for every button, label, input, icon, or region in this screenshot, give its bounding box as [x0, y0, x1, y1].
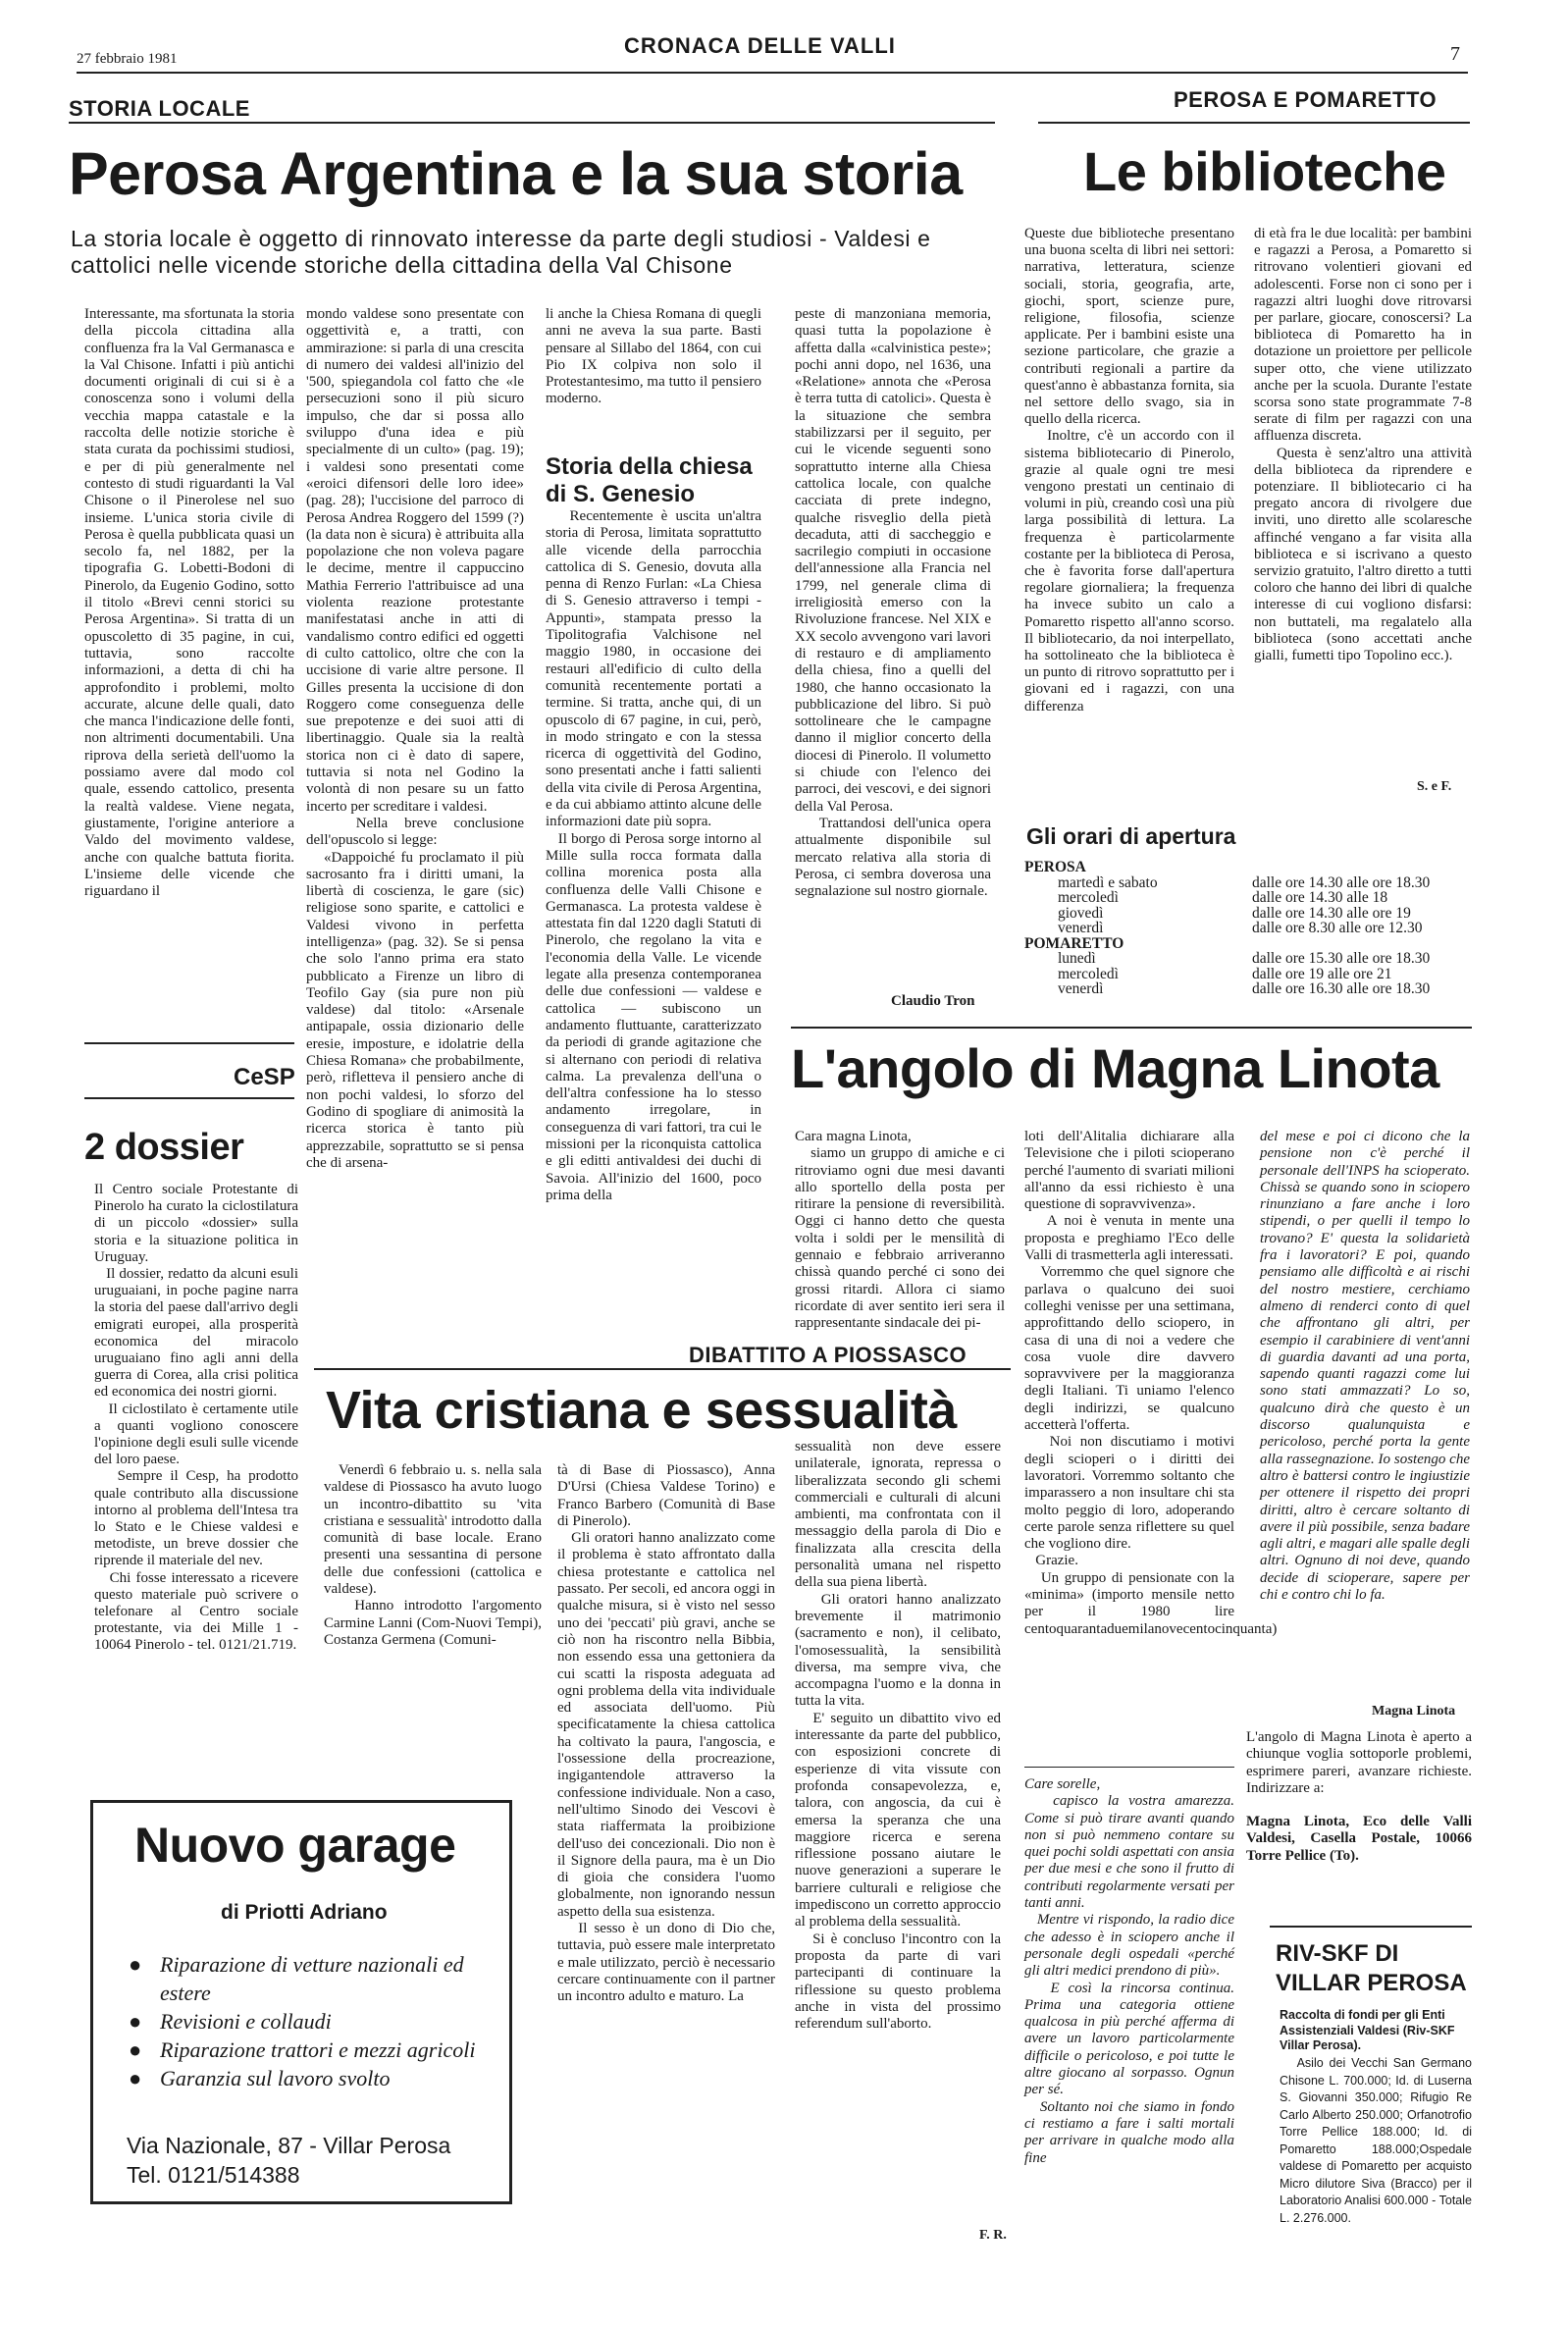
angolo-col-1: Cara magna Linota, siamo un gruppo di amiche e ci ritroviamo ogni due mesi davanti allo sportello della posta per ritirare la pensione di reversibilità. Oggi ci hanno detto che questa volta i soldi per le mensilità di gennaio e febbraio arriveranno chissà quando perché ci sono dei grossi ritardi. Allora ci siamo ricordate di aver sentito ieri sera il rappresentante sindacale dei pi- [795, 1129, 1005, 1332]
angolo-col-2a: loti dell'Alitalia dichiarare alla Televisione che i piloti scioperano perché l'aumento di svariati milioni all'anno da essi richiesto è una questione di sopravvivenza». A noi è venuta in mente una proposta e preghiamo l'Eco delle Valli di trasmetterla agli interessati. Vorremmo che quel signore che parlava o qualcuno dei suoi colleghi venisse per una settimana, approfittando dello sciopero, in casa di una di noi a vedere che cosa vuole dire davvero sopravvivere per la maggioranza degli Italiani. Ti uniamo l'elenco degli indirizzi, se qualcuno accetterà l'offerta. Noi non discutiamo i motivi degli scioperi o i diritti dei lavoratori. Vorremmo soltanto che imparassero a non insultare chi sta molto peggio di loro, adoperando certe parole senza riflettere su quel che vogliono dire. Grazie. Un gruppo di pensionate con la «minima» (importo mensile netto per il 1980 lire centoquarantaduemilanovecentocinquanta) [1024, 1129, 1278, 1637]
orari-row: martedì e sabato dalle ore 14.30 alle ore 18.30 [1058, 873, 1431, 891]
storia-signature: Claudio Tron [891, 993, 975, 1009]
orari-title: Gli orari di apertura [1026, 823, 1236, 849]
orari-row: mercoledì dalle ore 19 alle ore 21 [1058, 965, 1392, 982]
section-label-right: PEROSA E POMARETTO [1174, 87, 1437, 112]
service-item: ● Garanzia sul lavoro svolto [129, 2066, 391, 2090]
biblioteche-col-2: di età fra le due località: per bambini e ragazzi a Perosa, a Pomaretto si ritrovano volentieri giovani ed adolescenti. Forse non ci sono per i ragazzi altri luoghi dove ritrovarsi per parlare, giocare, conoscersi? La biblioteca di Pomaretto ha in dotazione un proiettore per pellicole super otto, che viene utilizzato anche per la scuola. Durante l'estate scorsa sono state programmate 7-8 serate di film per ragazzi con una affluenza discreta. Questa è senz'altro una attività della biblioteca da riprendere e potenziare. Il bibliotecario ci ha pregato ancora di rivolgere due inviti, uno diretto alle scolaresche affinché vengano a far visita alla biblioteca e si iscrivano a questo servizio gratuito, l'altro diretto a tutti coloro che hanno dei libri di qualche interesse di cui vogliono disfarsi: non buttateli, ma regalatelo alla biblioteca (sono accettati anche gialli, fumetti tipo Topolino ecc.). [1254, 226, 1473, 664]
dibattito-col-3: sessualità non deve essere unilaterale, ignorata, repressa o liberalizzata secondo gli schemi commerciali e culturali di alcuni ambienti, ma confrontata con il messaggio della parola di Dio e finalizzata alla crescita della personalità umana nel rispetto della sua piena libertà. Gli oratori hanno analizzato brevemente il matrimonio (sacramento e non), il celibato, l'omosessualità, la sensibilità diversa, ma sempre viva, che accompagna l'uomo e la donna in tutta la vita. E' seguito un dibattito vivo ed interessante da parte del pubblico, con esposizioni concrete di esperienze di vita vissute con profonda consapevolezza, e, talora, con angoscia, da cui è emersa la speranza che una maggiore ricerca e serena riflessione possano aiutare le nuove generazioni a superare le barriere culturali e religiose che impediscono un corretto approccio al problema della sessualità. Si è concluso l'incontro con la proposta da parte di vari partecipanti di continuare la riflessione su questo problema anche in vista del prossimo referendum sull'aborto. [795, 1439, 1002, 2033]
cesp-rule-top [84, 1042, 294, 1044]
orari-pomaretto-label: POMARETTO [1024, 934, 1124, 952]
angolo-col-2b: Care sorelle, capisco la vostra amarezza. Come si può tirare avanti quando non si può nemmeno contare su quei pochi soldi aspettati con ansia per due mesi e che sono il frutto di contributi regolarmente versati per tanti anni. Mentre vi rispondo, la radio dice che adesso è in sciopero anche il personale degli ospedali «perché gli altri medici prendono di più». E così la rincorsa continua. Prima una categoria ottiene qualcosa in più perché afferma di avere un lavoro particolarmente difficile o pericoloso, e poi tutte le altre giocano al sorpasso. Ognun per sé. Soltanto noi che siamo in fondo ci restiamo a fare i salti mortali per arrivare in qualche modo alla fine [1024, 1776, 1235, 2166]
dibattito-kicker: DIBATTITO A PIOSSASCO [689, 1343, 967, 1367]
cesp-rule-bottom [84, 1097, 294, 1099]
angolo-top-rule [791, 1027, 1472, 1029]
bullet-icon: ● [129, 1952, 142, 1977]
garage-services [129, 1950, 497, 2092]
garage-owner: di Priotti Adriano [221, 1901, 388, 1924]
cesp-body: Il Centro sociale Protestante di Pinerolo ha curato la ciclostilatura di un piccolo «dossier» sulla storia e la situazione politica in Uruguay. Il dossier, redatto da alcuni esuli uruguaiani, in poche pagine narra la storia del paese dall'arrivo degli emigrati europei, alla prosperità economica del miracolo uruguaiano fino agli anni della guerra di Corea, alla crisi politica ed economica dei nostri giorni. Il ciclostilato è certamente utile a quanti vogliono conoscere l'opinione degli esuli sulle vicende del loro paese. Sempre il Cesp, ha prodotto quale contributo alla discussione intorno al problema dell'Intesa tra lo Stato e le Chiese valdesi e metodiste, un breve dossier che riprende il materiale del nev. Chi fosse interessato a ricevere questo materiale può scrivere o telefonare al Centro sociale protestante, via dei Mille 1 - 10064 Pinerolo - tel. 0121/21.719. [94, 1182, 299, 1654]
storia-title: Perosa Argentina e la sua storia [69, 140, 963, 207]
biblioteche-title: Le biblioteche [1083, 140, 1446, 202]
orari-row: mercoledì dalle ore 14.30 alle 18 [1058, 889, 1388, 906]
storia-col-3b: Recentemente è uscita un'altra storia di Perosa, limitata soprattutto alle vicende della parrocchia cattolica di S. Genesio, dovuta alla penna di Renzo Furlan: «La Chiesa di S. Genesio attraverso i tempi - Appunti», stampata presso la Tipolitografia Valchisone nel maggio 1980, in occasione dei restauri all'edificio di culto della comunità recentemente portati a termine. Si tratta, anche qui, di un opuscolo di 67 pagine, in cui, però, in modo stringato e con la stessa ricerca di oggettività del Godino, sono presentati anche i fatti salienti della vita civile di Perosa Argentina, e da cui abbiamo attinto alcune delle informazioni date più sopra. Il borgo di Perosa sorge intorno al Mille sulla rocca formata dalla collina morenica posta alla confluenza delle Valli Chisone e Germanasca. La protestа valdese è attestata fin dal 1220 dagli Statuti di Pinerolo, che regolano la vita e l'economia della Valle. Le vicende legate alla presenza contemporanea delle due confessioni — valdese e cattolica — subiscono un andamento fluttuante, caratterizzato da periodi di grande agitazione che si alternano con periodi di relativa calma. La prevalenza dell'una o dell'altra confessione ha lo stesso andamento irregolare, in conseguenza di vari fattori, tra cui le missioni per la riconquista cattolica e gli editti antivaldesi dei duchi di Savoia. All'inizio del 1600, poco prima della [546, 508, 762, 1203]
section-rule-right [1038, 122, 1470, 124]
dibattito-col-1: Venerdì 6 febbraio u. s. nella sala valdese di Piossasco ha avuto luogo un incontro-dibattito su 'vita cristiana e sessualità' introdotto dalla comunità di base locale. Erano presenti una sessantina di persone delle due confessioni (cattolica e valdese). Hanno introdotto l'argomento Carmine Lanni (Com-Nuovi Tempi), Costanza Germena (Comuni- [324, 1462, 543, 1648]
issue-date: 27 febbraio 1981 [77, 51, 178, 67]
angolo-signature: Magna Linota [1372, 1704, 1456, 1719]
angolo-divider [1024, 1767, 1234, 1768]
storia-col-4: peste di manzoniana memoria, quasi tutta la popolazione è affetta dalla «calvinistica peste»; pochi anni dopo, nel 1636, una «Relatione» annota che «Perosa è terra tutta di catolici». Questa è la situazione che sembra stabilizzarsi per il seguito, per cui le vicende seguenti sono soprattutto interne alla Chiesa cattolica locale, con qualche cacciata di prete indegno, qualche risveglio della pietà decaduta, atti di saccheggio e sacrilegio compiuti in occasione dell'annessione alla Francia nel 1799, nel generale clima di irreligiosità emerso con la Rivoluzione francese. Nel XIX e XX secolo avvengono vari lavori di restauro e di ampliamento della chiesa, fino a quelli del 1980, che hanno occasionato la pubblicazione del libro. Si può sottolineare che le campagne danno il miglior concerto della diocesi di Pinerolo. Il volumetto si chiude con l'elenco dei parroci, dei vescovi, e dei signori della Val Perosa. Trattandosi dell'unica opera attualmente disponibile sul mercato relativa alla storia di Perosa, ci sembra doverosa una segnalazione sul nostro giornale. [795, 306, 991, 900]
angolo-title: L'angolo di Magna Linota [791, 1037, 1439, 1099]
cesp-title: 2 dossier [84, 1127, 244, 1168]
service-item: ● Riparazione di vetture nazionali ed estere [129, 1952, 464, 2005]
orari-row: lunedì dalle ore 15.30 alle ore 18.30 [1058, 950, 1431, 967]
angolo-col-3a: del mese e poi ci dicono che la pensione non c'è perché il personale dell'INPS ha scioperato. Chissà se quando sono in sciopero rinunziano a fare anche i loro stipendi, o per quelli il tempo lo trovano? E' questa la solidarietà fra i lavoratori? E poi, quando pensiamo alle difficoltà e ai rischi del nostro mestiere, cerchiamo almeno di renderci conto di quel che affrontano gli altri, per esempio il carabiniere di vent'anni di guardia davanti ad una porta, sapendo quanti ragazzi come lui sono stati ammazzati? Lo so, qualcuno dirà che questo è un discorso qualunquista e pericoloso, perché porta la gente alla rassegnazione. Io sostengo che altro è battersi contro le ingiustizie per ottenere il rispetto dei propri diritti, altro è cercare soltanto di avere il più possibile, senza badare agli altri, e magari alle spalle degli altri. Ognuno di noi deve, quando decide di scioperare, sapere per chi e contro chi lo fa. [1260, 1129, 1474, 1604]
header-rule [77, 72, 1468, 74]
orari-row: venerdì dalle ore 16.30 alle ore 18.30 [1058, 980, 1431, 997]
bullet-icon: ● [129, 2009, 142, 2034]
dibattito-title: Vita cristiana e sessualità [326, 1381, 957, 1440]
section-label-left: STORIA LOCALE [69, 96, 250, 121]
section-rule-left [69, 122, 995, 124]
dibattito-signature: F. R. [979, 2228, 1007, 2243]
orari-row: giovedì dalle ore 14.30 alle ore 19 [1058, 904, 1411, 922]
rivskf-rule [1270, 1926, 1472, 1928]
biblioteche-col-1: Queste due biblioteche presentano una buona scelta di libri nei settori: narrativa, letteratura, scienze sociali, storia, geografia, arte, giochi, sport, scienze pure, religione, filosofia, scienze applicate. Per i bambini esiste una sezione particolare, che grazie a contributi regionali a partire da quest'anno è abbastanza fornita, sia nel settore dello svago, sia in quello della ricerca. Inoltre, c'è un accordo con il sistema bibliotecario di Pinerolo, grazie al quale ogni tre mesi vengono prestati un centinaio di volumi in più, creando così una più larga possibilità di lettura. La frequenza è particolarmente costante per la biblioteca di Perosa, che è favorita forse dall'apertura regolare giornaliera; la frequenza ha invece subito un calo a Pomaretto rispetto all'anno scorso. Il bibliotecario, da noi interpellato, ha sottolineato che la biblioteca è un punto di ritrovo soprattutto per i giovani ed i ragazzi, con una differenza [1024, 226, 1234, 714]
orari-table [1024, 860, 1472, 997]
biblioteche-signature: S. e F. [1417, 779, 1452, 794]
garage-ad [90, 1800, 512, 2204]
garage-title: Nuovo garage [134, 1818, 456, 1873]
dibattito-rule [314, 1368, 1011, 1370]
garage-phone: Tel. 0121/514388 [127, 2162, 300, 2188]
rivskf-body: Asilo dei Vecchi San Germano Chisone L. 700.000; Id. di Luserna S. Giovanni 350.000; Rifugio Re Carlo Alberto 250.000; Orfanotrofio Torre Pellice 188.000; Id. di Pomaretto 188.000;Ospedale valdese di Pomaretto per acquisto Micro dilutore Siva (Bracco) per il Laboratorio Analisi 600.000 - Totale L. 2.276.000. [1280, 2056, 1476, 2225]
rivskf-lead: Raccolta di fondi per gli Enti Assistenziali Valdesi (Riv-SKF Villar Perosa). [1280, 2008, 1455, 2052]
storia-col-2: mondo valdese sono presentate con oggettività e, a tratti, con ammirazione: si parla di una crescita di numero dei valdesi all'inizio del '500, spiegandola col fatto che «le persecuzioni sono il più sicuro impulso, che dar si possa allo sviluppo d'una idea e più specialmente di un culto» (pag. 19); i valdesi sono presentati come «eroici difensori delle loro idee» (pag. 28); l'uccisione del parroco di Perosa Andrea Roggero del 1599 (?) (la data non è sicura) è attribuita alla popolazione che non voleva pagare le decime, mentre il cappuccino Mathia Ferrerio l'attribuisce ad una violenta reazione protestante manifestatasi anche in atti di vandalismo contro edifici ed oggetti di culto cattolico, oltre che con la uccisione di varie altre persone. Il Gilles presenta la uccisione di don Roggero come conseguenza delle sue prepotenze e dei suoi atti di libertinaggio. Quale sia la realtà storica non ci è dato di sapere, tuttavia si nota nel Godino la volontà di non pesare su un fatto incerto per screditare i valdesi. Nella breve conclusione dell'opuscolo si legge: «Dappoiché fu proclamato il più sacrosanto fra i diritti umani, la libertà di coscienza, le gare (sic) religiose sono sparite, e cattolici e Valdesi vivono in perfetta intelligenza» (pag. 32). Se si pensa che solo l'anno prima era stato pubblicato a Firenze un libro di Teofilo Gay (sia pure non più valdese) dal titolo: «Arsenale antipapale, ossia dizionario delle eresie, imposture, e idolatrie della Chiesa Romana» che probabilmente, però, rifletteva il pensiero anche di non pochi valdesi, lo sforzo del Godino di spogliare di animosità la ricerca storica è tanto più apprezzabile, soprattutto se si pensa che di arsena- [306, 306, 524, 1171]
masthead: CRONACA DELLE VALLI [624, 33, 896, 58]
angolo-contact-address: Magna Linota, Eco delle Valli Valdesi, Casella Postale, 10066 Torre Pellice (To). [1246, 1814, 1476, 1864]
angolo-col-3b: L'angolo di Magna Linota è aperto a chiunque voglia sottoporle problemi, esprimere pareri, avanzare richieste. Indirizzare a: [1246, 1729, 1476, 1796]
dibattito-col-2: tà di Base di Piossasco), Anna D'Ursi (Chiesa Valdese Torino) e Franco Barbero (Comunità di Base di Pinerolo). Gli oratori hanno analizzato come il problema è stato affrontato dalla chiesa protestante e cattolica nel passato. Per secoli, ed ancora oggi in qualche misura, si è visto nel sesso uno dei 'peccati' più gravi, anche se ciò non ha riscontro nella Bibbia, non essendo essa una gettoniera da cui scatti la risposta adeguata ad ogni problema della vita individuale ed associata dell'uomo. Più specificatamente la chiesa cattolica ha coltivato la paura, l'angoscia, e l'ossessione della procreazione, ingigantendole attraverso la confessione individuale. Non a caso, nell'ultimo Sinodo dei Vescovi è stata riaffermata la proibizione dell'uso dei concezionali. Dio non è il Signore della paura, ma è un Dio di gioia che considera l'uomo globalmente, non ignorando nessun aspetto della sua esistenza. Il sesso è un dono di Dio che, tuttavia, può essere male interpretato e male utilizzato, perciò è necessario cercare continuamente con il partner un incontro adulto e maturo. La [557, 1462, 775, 2005]
storia-subhead: Storia della chiesa di S. Genesio [546, 453, 753, 507]
storia-col-1: Interessante, ma sfortunata la storia della piccola cittadina alla confluenza fra la Val Germanasca e la Val Chisone. Infatti i più antichi documenti originali di cui si è a conoscenza sono i volumi della vecchia mappa catastale e la raccolta delle notizie storiche è stata curata da pochissimi studiosi, e per di più generalmente nel contesto di studi riguardanti la Val Chisone o il Pinerolese nel suo insieme. L'unica storia civile di Perosa è quella pubblicata quasi un secolo fa, nel 1882, per la tipografia G. Lobetti-Bodoni di Pinerolo, da Eugenio Godino, sotto il titolo «Brevi cenni storici su Perosa Argentina». Si tratta di un opuscoletto di 35 pagine, in cui, tuttavia, sono raccolte informazioni, a detta di chi ha approfondito i problemi, molto accurate, alcune delle quali, dato che manca l'indicazione delle fonti, non altrimenti documentabili. Una riprova della serietà dell'uomo la possiamo avere dal modo col quale, essendo cattolico, presenta la realtà valdese. Viene negata, giustamente, l'origine anteriore a Valdo del movimento valdese, anche con qualche battuta fiorita. L'insieme delle vicende che riguardano il [84, 306, 298, 900]
garage-address: Via Nazionale, 87 - Villar Perosa [127, 2133, 451, 2158]
bullet-icon: ● [129, 2066, 142, 2090]
orari-perosa-label: PEROSA [1024, 859, 1086, 875]
service-item: ● Revisioni e collaudi [129, 2009, 332, 2034]
storia-deck: La storia locale è oggetto di rinnovato interesse da parte degli studiosi - Valdesi e cattolici nelle vicende storiche della cittadina della Val Chisone [71, 226, 931, 278]
cesp-tag: CeSP [234, 1064, 295, 1090]
service-item: ● Riparazione trattori e mezzi agricoli [129, 2037, 476, 2062]
bullet-icon: ● [129, 2037, 142, 2062]
storia-col-3a: li anche la Chiesa Romana di quegli anni ne aveva la sua parte. Basti pensare al Sillabo del 1864, con cui Pio IX colpiva non solo il Protestantesimo, ma tutto il pensiero moderno. [546, 306, 765, 407]
orari-row: venerdì dalle ore 8.30 alle ore 12.30 [1058, 920, 1423, 936]
page-number: 7 [1450, 43, 1460, 65]
rivskf-title: RIV-SKF DI VILLAR PEROSA [1276, 1940, 1467, 1996]
